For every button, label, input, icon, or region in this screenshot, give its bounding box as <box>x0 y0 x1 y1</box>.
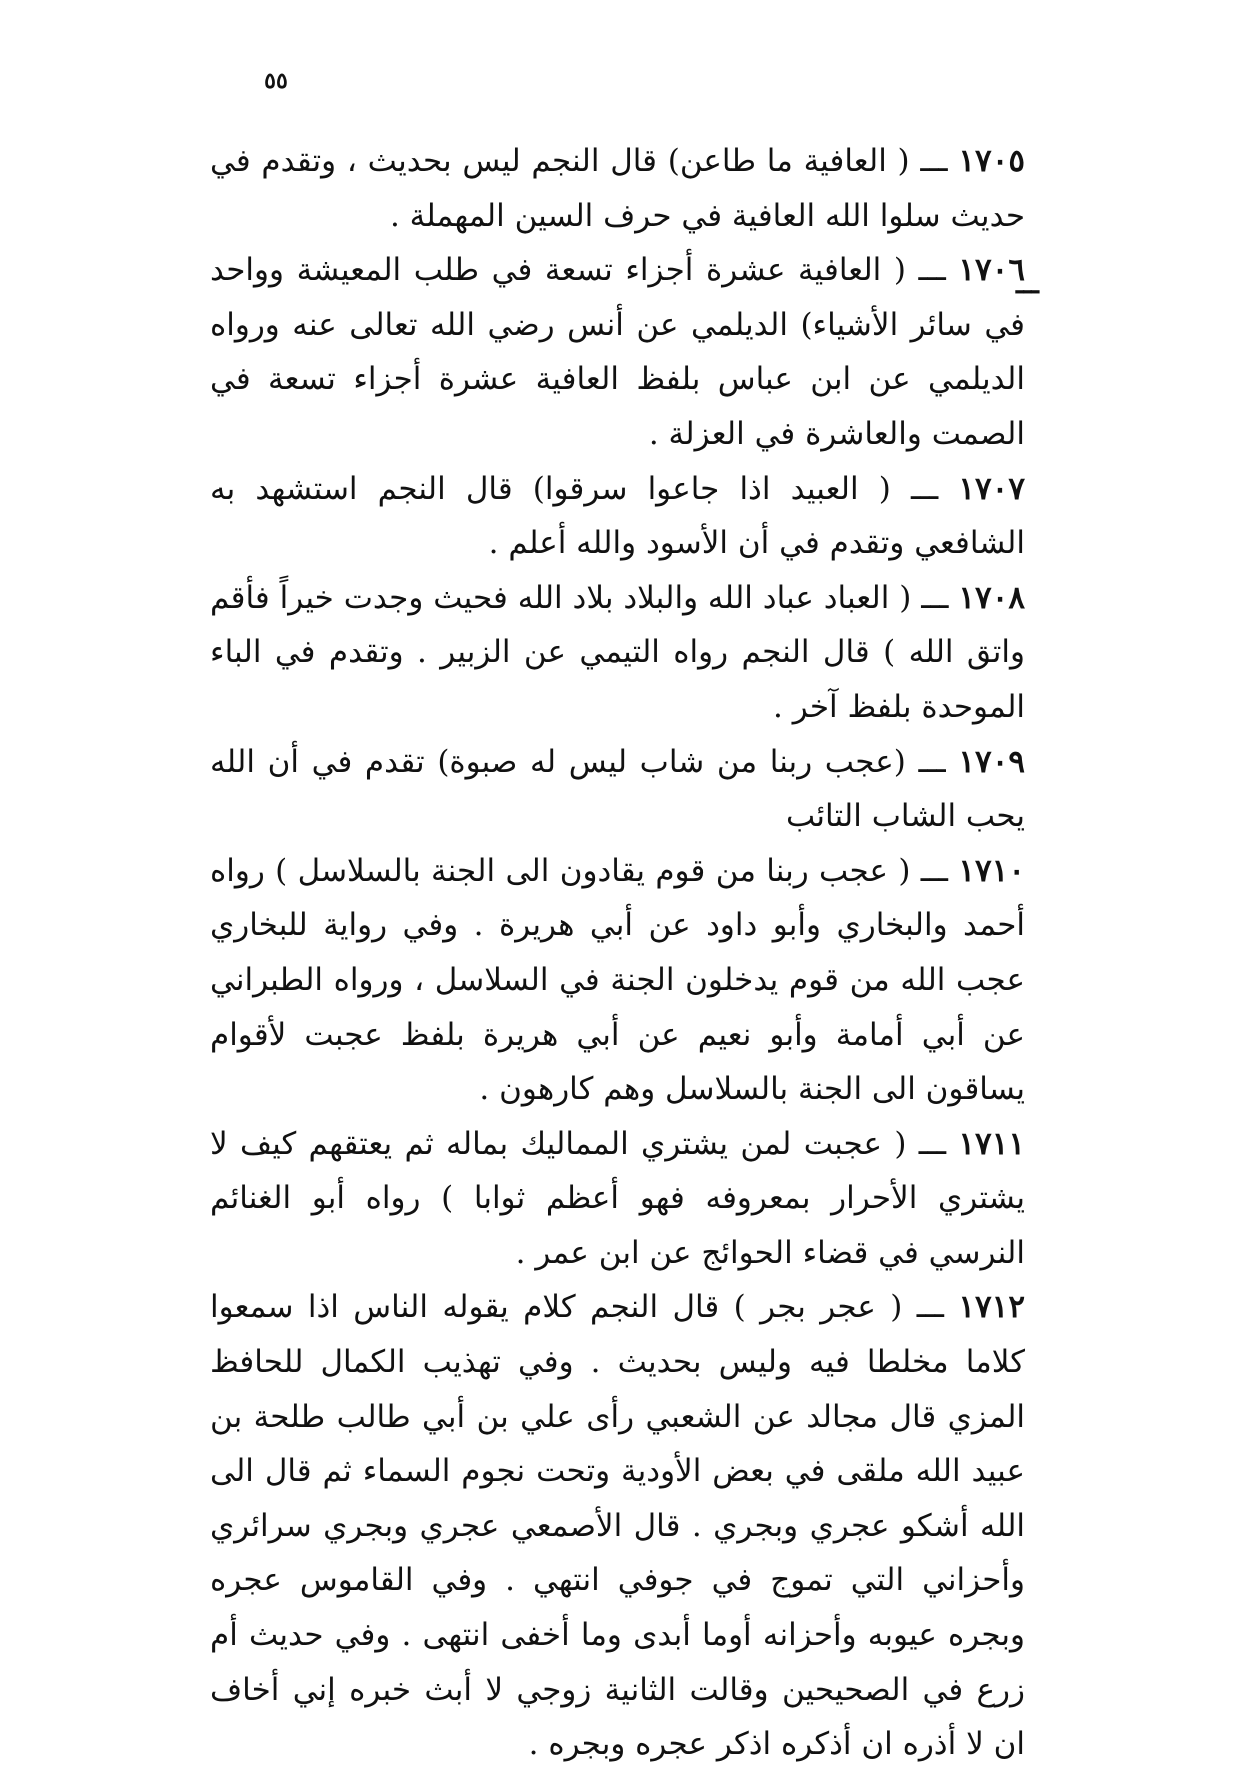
entry-1708: ١٧٠٨ ـــ ( العباد عباد الله والبلاد بلاد الله فحيث وجدت خيراً فأقم واتق الله ) قال النجم رواه التيمي عن الزبير . وتقدم في الباء الموحدة بلفظ آخر . <box>210 579 1025 725</box>
entry-text: ( عجب ربنا من قوم يقادون الى الجنة بالسلاسل ) رواه أحمد والبخاري وأبو داود عن أبي هريرة . وفي رواية للبخاري عجب الله من قوم يدخلون الجنة في السلاسل ، ورواه الطبراني عن أبي أمامة وأبو نعيم عن أبي هريرة بلفظ عجبت لأقوام يساقون الى الجنة بالسلاسل وهم كارهون . <box>210 852 1025 1108</box>
entry-text: ( العافية عشرة أجزاء تسعة في طلب المعيشة وواحد في سائر الأشياء) الديلمي عن أنس رضي الله تعالى عنه ورواه الديلمي عن ابن عباس بلفظ العافية عشرة أجزاء تسعة في الصمت والعاشرة في العزلة . <box>210 252 1025 452</box>
entry-text: ( عجبت لمن يشتري المماليك بماله ثم يعتقهم كيف لا يشتري الأحرار بمعروفه فهو أعظم ثوابا ) رواه أبو الغنائم النرسي في قضاء الحوائج عن ابن عمر . <box>210 1125 1025 1271</box>
entry-number: ١٧٠٧ <box>958 470 1025 507</box>
entry-text: (عجب ربنا من شاب ليس له صبوة) تقدم في أن الله يحب الشاب التائب <box>210 743 1025 835</box>
entry-text: ( العافية ما طاعن) قال النجم ليس بحديث ، وتقدم في حديث سلوا الله العافية في حرف السين المهملة . <box>210 143 1025 234</box>
page-number: ٥٥ <box>264 68 288 94</box>
entry-1709: ١٧٠٩ ـــ (عجب ربنا من شاب ليس له صبوة) تقدم في أن الله يحب الشاب التائب <box>210 743 1025 835</box>
entry-text: ( عجر بجر ) قال النجم كلام يقوله الناس اذا سمعوا كلاما مخلطا فيه وليس بحديث . وفي تهذيب الكمال للحافظ المزي قال مجالد عن الشعبي رأى علي بن أبي طالب طلحة بن عبيد الله ملقى في بعض الأودية وتحت نجوم السماء ثم قال الى الله أشكو عجري وبجري . قال الأصمعي عجري وبجري سرائري وأحزاني التي تموج في جوفي انتهي . وفي القاموس عجره وبجره عيوبه وأحزانه أوما أبدى وما أخفى انتهى . وفي حديث أم زرع في الصحيحين وقالت الثانية زوجي لا أبث خبره إني أخاف ان لا أذره ان أذكره اذكر عجره وبجره . <box>210 1289 1025 1763</box>
entry-number: ١٧١٠ <box>958 852 1025 889</box>
entry-1711: ١٧١١ ـــ ( عجبت لمن يشتري المماليك بماله ثم يعتقهم كيف لا يشتري الأحرار بمعروفه فهو أعظم ثوابا ) رواه أبو الغنائم النرسي في قضاء الحوائج عن ابن عمر . <box>210 1125 1025 1271</box>
entry-number: ١٧١١ <box>958 1125 1025 1162</box>
entry-1707: ١٧٠٧ ـــ ( العبيد اذا جاعوا سرقوا) قال النجم استشهد به الشافعي وتقدم في أن الأسود والله أعلم . <box>210 470 1025 562</box>
entry-number: ١٧٠٦ <box>958 252 1025 289</box>
entry-text: ( العباد عباد الله والبلاد بلاد الله فحيث وجدت خيراً فأقم واتق الله ) قال النجم رواه التيمي عن الزبير . وتقدم في الباء الموحدة بلفظ آخر . <box>210 579 1025 725</box>
margin-mark: ـــ <box>1016 270 1039 300</box>
entry-1706: ١٧٠٦ ـــ ( العافية عشرة أجزاء تسعة في طلب المعيشة وواحد في سائر الأشياء) الديلمي عن أنس رضي الله تعالى عنه ورواه الديلمي عن ابن عباس بلفظ العافية عشرة أجزاء تسعة في الصمت والعاشرة في العزلة . <box>210 252 1025 452</box>
entry-1712: ١٧١٢ ـــ ( عجر بجر ) قال النجم كلام يقوله الناس اذا سمعوا كلاما مخلطا فيه وليس بحديث . وفي تهذيب الكمال للحافظ المزي قال مجالد عن الشعبي رأى علي بن أبي طالب طلحة بن عبيد الله ملقى في بعض الأودية وتحت نجوم السماء ثم قال الى الله أشكو عجري وبجري . قال الأصمعي عجري وبجري سرائري وأحزاني التي تموج في جوفي انتهي . وفي القاموس عجره وبجره عيوبه وأحزانه أوما أبدى وما أخفى انتهى . وفي حديث أم زرع في الصحيحين وقالت الثانية زوجي لا أبث خبره إني أخاف ان لا أذره ان أذكره اذكر عجره وبجره . <box>210 1289 1025 1763</box>
entry-1705: ١٧٠٥ ـــ ( العافية ما طاعن) قال النجم ليس بحديث ، وتقدم في حديث سلوا الله العافية في حرف السين المهملة . <box>210 143 1025 234</box>
entry-number: ١٧٠٩ <box>958 743 1025 780</box>
entry-number: ١٧٠٨ <box>958 579 1025 616</box>
entry-number: ١٧٠٥ <box>958 143 1025 179</box>
entry-1710: ١٧١٠ ـــ ( عجب ربنا من قوم يقادون الى الجنة بالسلاسل ) رواه أحمد والبخاري وأبو داود عن أبي هريرة . وفي رواية للبخاري عجب الله من قوم يدخلون الجنة في السلاسل ، ورواه الطبراني عن أبي أمامة وأبو نعيم عن أبي هريرة بلفظ عجبت لأقوام يساقون الى الجنة بالسلاسل وهم كارهون . <box>210 852 1025 1108</box>
page-body <box>210 134 1025 1772</box>
entry-text: ( العبيد اذا جاعوا سرقوا) قال النجم استشهد به الشافعي وتقدم في أن الأسود والله أعلم . <box>210 470 1025 562</box>
entry-number: ١٧١٢ <box>958 1289 1025 1326</box>
